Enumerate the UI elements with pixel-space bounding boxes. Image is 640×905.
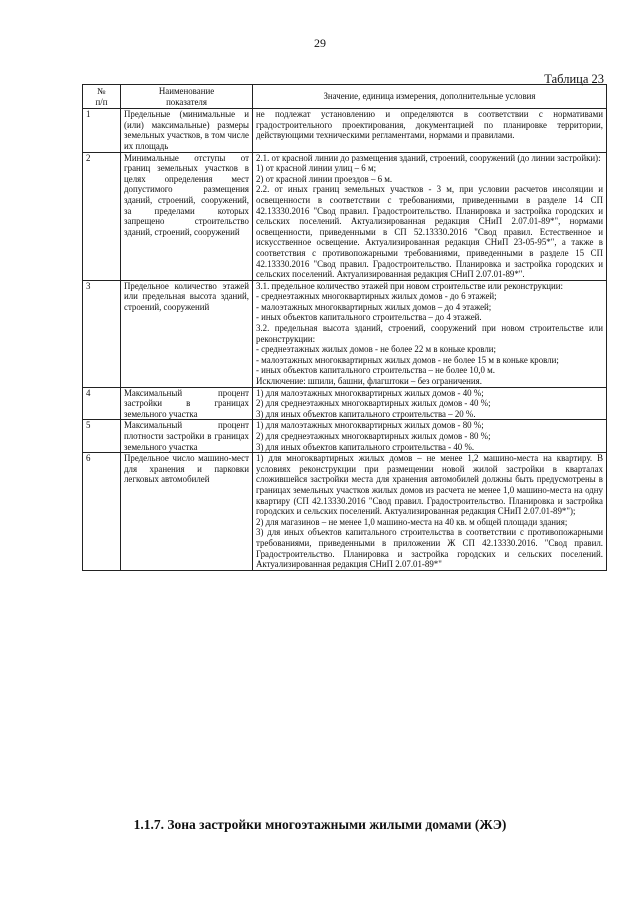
value-line: - среднеэтажных жилых домов - не более 22 м в коньке кровли; bbox=[256, 344, 497, 355]
table-row bbox=[83, 387, 607, 420]
table-row bbox=[83, 152, 607, 280]
header-number: № п/п bbox=[83, 85, 121, 109]
indicator-value bbox=[253, 387, 607, 420]
table-row bbox=[83, 109, 607, 152]
value-line: 3) для иных объектов капитального строительства - 40 %. bbox=[256, 441, 475, 452]
header-indicator-name: Наименование показателя bbox=[121, 85, 253, 109]
page-number: 29 bbox=[314, 36, 326, 50]
indicator-name: Максимальный процент плотности застройки в границах земельного участка bbox=[121, 420, 253, 453]
value-line: - малоэтажных многоквартирных жилых домов – до 4 этажей; bbox=[256, 301, 492, 312]
indicator-name: Максимальный процент застройки в границах земельного участка bbox=[121, 387, 253, 420]
value-line: 3) для иных объектов капитального строительства в соответствии с противопожарными требованиями, приведенными в приложении Ж СП 42.13330.2016. "Свод правил. Градостроительство. Планировка и застройка городских и сельских поселений. Актуализированная редакция СНиП 2.07.01-89*" bbox=[256, 527, 603, 570]
value-line: 1) для многоквартирных жилых домов – не менее 1,2 машино-места на квартиру. В условиях реконструкции при размещении новой жилой застройки в кварталах сложившейся застройки места для хранения автомобилей должны быть предусмотрены в границах земельных участков жилых домов из расчета не менее 1,0 машино-места на одну квартиру (СП 42.13330.2016 "Свод правил. Градостроительство. Планировка и застройка городских и сельских поселений. Актуализированная редакция СНиП 2.07.01-89*"); bbox=[256, 453, 603, 517]
value-line: 3) для иных объектов капитального строительства – 20 %. bbox=[256, 408, 476, 419]
indicator-name: Предельное число машино-мест для хранения и парковки легковых автомобилей bbox=[121, 453, 253, 571]
value-line: 1) от красной линии улиц – 6 м; bbox=[256, 163, 377, 174]
table-row bbox=[83, 453, 607, 571]
table-row bbox=[83, 280, 607, 387]
value-line: 3.1. предельное количество этажей при новом строительстве или реконструкции: bbox=[256, 280, 563, 291]
value-line: - иных объектов капитального строительства – не более 10,0 м. bbox=[256, 365, 495, 376]
indicator-name: Минимальные отступы от границ земельных участков в целях определения мест допустимого размещения зданий, строений, сооружений, за пределами которых запрещено строительство зданий, строений, сооружений bbox=[121, 152, 253, 280]
value-line: 2.1. от красной линии до размещения зданий, строений, сооружений (до линии застройки): bbox=[256, 152, 601, 163]
indicator-value bbox=[253, 453, 607, 571]
table-row bbox=[83, 420, 607, 453]
value-line: - среднеэтажных многоквартирных жилых домов - до 6 этажей; bbox=[256, 291, 497, 302]
indicator-name: Предельное количество этажей или предельная высота зданий, строений, сооружений bbox=[121, 280, 253, 387]
row-number: 1 bbox=[83, 109, 121, 152]
value-line: 2.2. от иных границ земельных участков - 3 м, при условии расчетов инсоляции и освещенности в соответствии с требованиями, приведенными в разделе 14 СП 42.13330.2016 "Свод правил. Градостроительство. Планировка и застройка городских и сельских поселений. Актуализированная редакция СНиП 2.07.01-89*", нормами освещенности, приведенными в СП 52.13330.2016 "Свод правил. Естественное и искусственное освещение. Актуализированная редакция СНиП 23-05-95*", а также в соответствия с противопожарными требованиями, приведенными в разделе 15 СП 42.13330.2016 "Свод правил. Градостроительство. Планировка и застройка городских и сельских поселений. Актуализированная редакция СНиП 2.07.01-89*". bbox=[256, 184, 603, 280]
table-body bbox=[83, 109, 607, 571]
indicator-value bbox=[253, 280, 607, 387]
indicator-name: Предельные (минимальные и (или) максимальные) размеры земельных участков, в том числе их площадь bbox=[121, 109, 253, 152]
value-line: 2) для среднеэтажных многоквартирных жилых домов - 80 %; bbox=[256, 431, 491, 441]
row-number: 6 bbox=[83, 453, 121, 571]
value-line: - иных объектов капитального строительства – до 4 этажей. bbox=[256, 312, 482, 323]
value-line: Исключение: шпили, башни, флагштоки – без ограничения. bbox=[256, 376, 482, 387]
row-number: 4 bbox=[83, 387, 121, 420]
indicator-value bbox=[253, 152, 607, 280]
row-number: 5 bbox=[83, 420, 121, 453]
table-caption: Таблица 23 bbox=[544, 72, 604, 86]
section-heading: 1.1.7. Зона застройки многоэтажными жилыми домами (ЖЭ) bbox=[133, 817, 507, 832]
value-line: 1) для малоэтажных многоквартирных жилых домов - 40 %; bbox=[256, 387, 484, 398]
header-value: Значение, единица измерения, дополнительные условия bbox=[253, 85, 607, 109]
value-line: не подлежат установлению и определяются в соответствии с нормативами градостроительного проектирования, документацией по планировке территории, действующими техническими регламентами, нормами и правилами. bbox=[256, 109, 603, 141]
row-number: 3 bbox=[83, 280, 121, 387]
value-line: - малоэтажных многоквартирных жилых домов - не более 15 м в коньке кровли; bbox=[256, 354, 559, 365]
value-line: 3.2. предельная высота зданий, строений, сооружений при новом строительстве или реконструкции: bbox=[256, 323, 603, 344]
row-number: 2 bbox=[83, 152, 121, 280]
value-line: 2) для магазинов – не менее 1,0 машино-места на 40 кв. м общей площади здания; bbox=[256, 516, 568, 527]
value-line: 2) для среднеэтажных многоквартирных жилых домов - 40 %; bbox=[256, 398, 491, 409]
indicator-value bbox=[253, 109, 607, 152]
value-line: 1) для малоэтажных многоквартирных жилых домов - 80 %; bbox=[256, 420, 484, 431]
indicator-value bbox=[253, 420, 607, 453]
parameters-table bbox=[82, 84, 607, 571]
value-line: 2) от красной линии проездов – 6 м. bbox=[256, 173, 393, 184]
table-header-row bbox=[83, 85, 607, 109]
